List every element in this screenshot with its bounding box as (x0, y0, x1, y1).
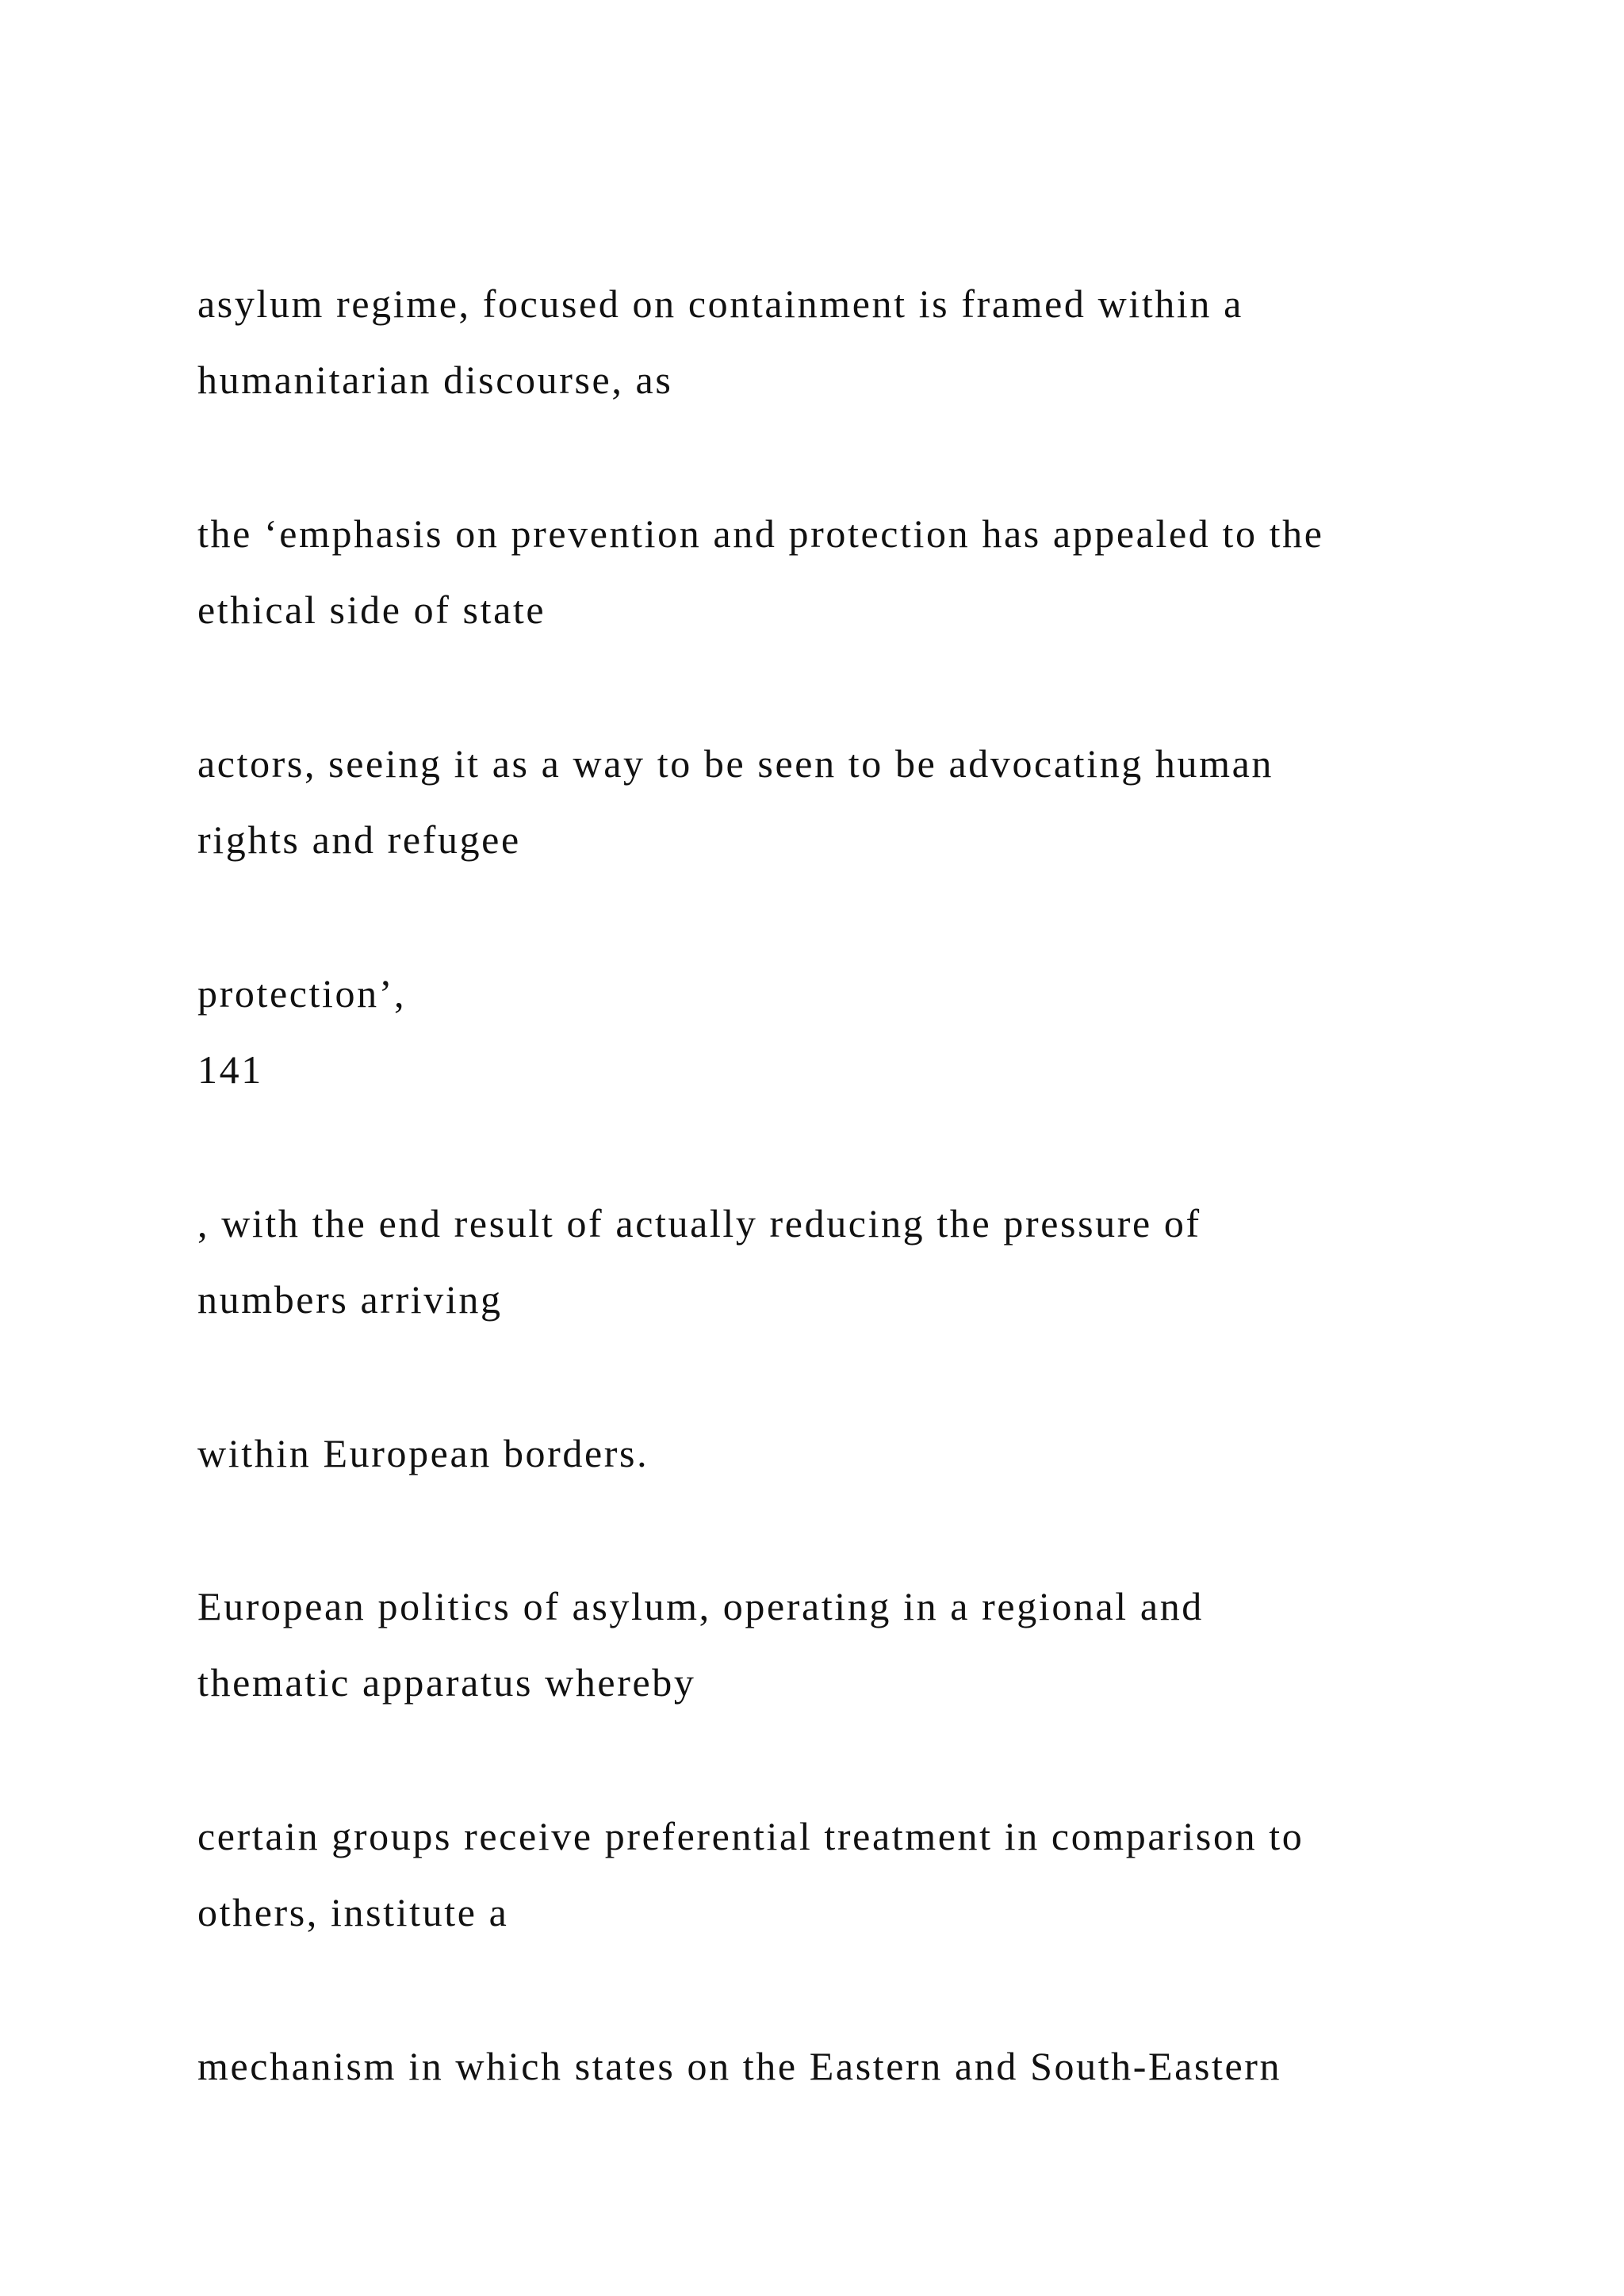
text-line: certain groups receive preferential treatment in comparison to (197, 1814, 1304, 1858)
text-line: others, institute a (197, 1890, 509, 1934)
paragraph (197, 1568, 1545, 1720)
text-line: European politics of asylum, operating in a regional and (197, 1584, 1204, 1628)
text-line: the ‘emphasis on prevention and protection has appealed to the (197, 511, 1324, 556)
text-line: rights and refugee (197, 817, 521, 862)
text-line: protection’, (197, 971, 407, 1016)
text-line: mechanism in which states on the Eastern and South-Eastern (197, 2044, 1282, 2088)
text-line: asylum regime, focused on containment is framed within a (197, 281, 1243, 326)
text-line: thematic apparatus whereby (197, 1660, 696, 1705)
text-line: actors, seeing it as a way to be seen to be advocating human (197, 741, 1274, 786)
text-line: within European borders. (197, 1431, 649, 1475)
footnote-number: 141 (197, 1047, 263, 1092)
paragraph (197, 725, 1545, 878)
paragraph (197, 496, 1545, 648)
text-line: ethical side of state (197, 587, 546, 632)
paragraph (197, 1415, 1545, 1491)
text-line: numbers arriving (197, 1277, 503, 1322)
paragraph (197, 1185, 1545, 1337)
text-line: humanitarian discourse, as (197, 358, 673, 402)
paragraph (197, 1798, 1545, 1950)
text-line: , with the end result of actually reducing the pressure of (197, 1201, 1201, 1246)
paragraph (197, 955, 1545, 1108)
paragraph (197, 266, 1545, 418)
paragraph (197, 2028, 1545, 2104)
